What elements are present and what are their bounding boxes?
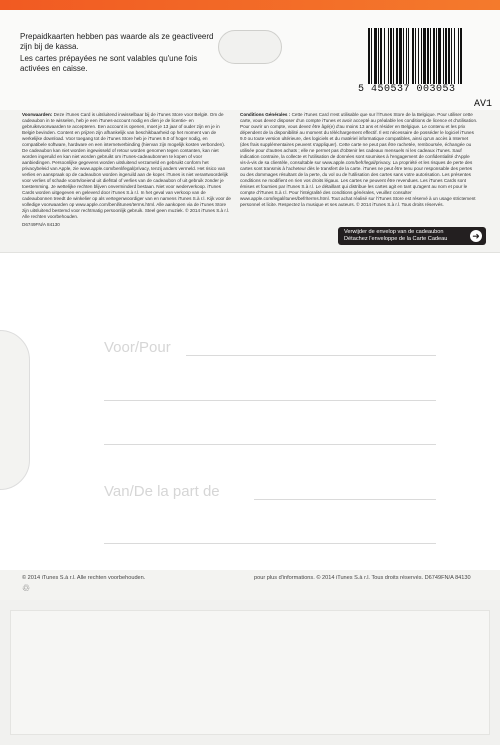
blister-inner-panel xyxy=(10,610,490,735)
bottom-copyright-nl: © 2014 iTunes S.à r.l. Alle rechten voorbehouden. xyxy=(22,575,146,581)
remove-envelope-nl: Verwijder de envelop van de cadeaubon xyxy=(344,229,444,235)
to-line-2 xyxy=(104,400,436,401)
terms-fr-body: Cette iTunes Card n'est utilisable que sur l'iTunes Store de la Belgique. Pour utiliser cette carte, vous devez disposer d'un compte iTunes et avoir accepté au préalable les conditions de licence et d'utilisation. Pour ouvrir un compte, vous devez être âgé(e) d'au moins 13 ans et résider en Belgique. Le contenu et les prix dépendent de la disponibilité au moment du téléchargement effectif. Il est nécessaire de posséder le logiciel iTunes 9.0 ou toute version ultérieure, des logiciels et du matériel informatique compatibles, ainsi qu'un accès à Internet (des frais supplémentaires peuvent s'appliquer). Cette carte ne peut pas être rachetée, remboursée, échangée ou utilisée pour d'autres achats ; elle ne permet pas d'obtenir les cadeaux mensuels ni les cadeaux iTunes. Sauf indication contraire, la collecte et l'utilisation de données sont soumises à l'engagement de confidentialité d'Apple vis-à-vis de sa clientèle, consultable sur www.apple.com/befr/legal/privacy. La propriété et les risques de perte des cartes sont transmis à l'acheteur dès le transfert de la carte. iTunes ne peut être tenu pour responsable des pertes ou des dommages résultant de la perte, du vol ou de l'utilisation des cartes sans votre autorisation. Les présentes conditions ne modifient en rien vos droits légaux. Les cartes ne peuvent être revendues. Les iTunes Cards sont émises et fournies par iTunes S.à r.l. Le détaillant qui distribue les cartes agit en tant qu'agent au nom et pour le compte d'iTunes S.à r.l. Pour l'intégralité des conditions générales, veuillez consulter www.apple.com/legal/itunes/befr/terms.html. Tout achat réalisé sur l'iTunes Store est réservé à un usage strictement personnel et licite. Respectez la musique et ses auteurs. © 2014 iTunes S.à r.l. Tous droits réservés. xyxy=(240,112,478,207)
terms-nl-code: D6749FN/A 84130 xyxy=(22,222,60,227)
remove-envelope-fr: Détachez l'enveloppe de la Carte Cadeau xyxy=(344,236,448,242)
to-line-3 xyxy=(104,444,436,445)
arrow-right-icon: ➜ xyxy=(470,230,482,242)
from-label: Van/De la part de xyxy=(104,483,220,500)
terms-fr-heading: Conditions Générales : xyxy=(240,112,291,117)
from-line-2 xyxy=(104,543,436,544)
to-line-1 xyxy=(186,355,436,356)
prepaid-notice-nl: Prepaidkaarten hebben pas waarde als ze geactiveerd zijn bij de kassa. xyxy=(20,32,214,51)
product-code: AV1 xyxy=(473,99,492,110)
barcode xyxy=(368,28,488,84)
gift-card-panel xyxy=(0,252,500,570)
to-label: Voor/Pour xyxy=(104,339,171,356)
barcode-number: 5 450537 003053 xyxy=(358,84,456,95)
recycle-icon: ♲ xyxy=(22,583,31,593)
terms-fr xyxy=(240,112,478,208)
from-line-1 xyxy=(254,499,436,500)
orange-top-bar xyxy=(0,0,500,10)
bottom-copyright-fr: pour plus d'informations. © 2014 iTunes S.à r.l. Tous droits réservés. D6749FN/A 84130 xyxy=(254,575,471,581)
remove-envelope-badge xyxy=(338,227,486,245)
terms-nl xyxy=(22,112,232,228)
terms-nl-body: Deze iTunes Card is uitsluitend inwisselbaar bij de iTunes Store voor België. Om de cadeaubon in te wisselen, heb je een iTunes-account nodig en dien je de licentie- en gebruiksvoorwaarden te accepteren. Een account is openen, moet je 13 jaar of ouder zijn en je in België bevinden. Content en prijzen zijn afhankelijk van beschikbaarheid op het moment van de werkelijke download. Voor toegang tot de iTunes Store heb je iTunes 9.0 of hoger nodig, en compatibele software, hardware en een internetverbinding (hiervan zijn mogelijk kosten verbonden). De cadeaubon kan niet worden ingewisseld of retour worden genomen tegen contanten, kan niet worden ingeruild en kan niet worden gebruikt om iTunes-cadeaubonnen te kopen of voor aanbiedingen. Persoonlijke gegevens worden uitsluitend verzameld en gebruikt conform het privacybeleid van Apple, zie www.apple.com/benl/legal/privacy, tenzij anders vermeld. Het risico van verlies en aanspraak op de cadeaubon worden ingeruild aan de koper. iTunes is niet verantwoordelijk voor verlies of schade voortvloeiend uit diefstal of verlies van de cadeaubon of uit gebruik zonder je toestemming. Je wettelijke rechten blijven onverminderd bestaan. Niet voor wederverkoop. iTunes Cards worden uitgegeven en geleverd door iTunes S.à r.l. In het geval van verkoop van de cadeaubonnen treedt de winkelier op als vertegenwoordiger van en namens iTunes S.à r.l. Kijk voor de volledige voorwaarden op www.apple.com/benl/itunes/terms.html. Alle aankopen via de iTunes Store zijn uitsluitend bestemd voor rechtmatig persoonlijk gebruik. Steel geen muziek. © 2014 iTunes S.à r.l. Alle rechten voorbehouden. xyxy=(22,112,231,219)
terms-nl-heading: Voorwaarden: xyxy=(22,112,53,117)
prepaid-notice-fr: Les cartes prépayées ne sont valables qu'une fois activées en caisse. xyxy=(20,54,198,73)
hang-hole xyxy=(218,30,282,64)
side-notch xyxy=(0,330,30,490)
